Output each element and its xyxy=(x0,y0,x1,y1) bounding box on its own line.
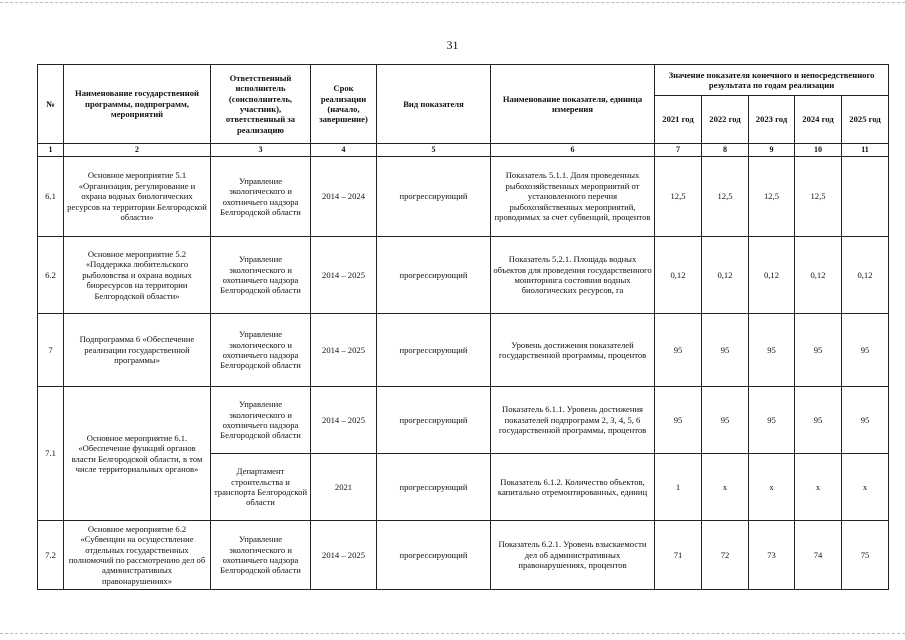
header-term: Срок реализации (начало, завершение) xyxy=(311,65,377,144)
header-year-2021: 2021 год xyxy=(655,96,702,144)
value-cell: 75 xyxy=(842,521,889,590)
scan-edge-bottom xyxy=(0,633,905,634)
row-name: Основное мероприятие 6.2 «Субвенции на осуществление отдельных государственных полномочий по рассмотрению дел об административных правонарушениях» xyxy=(64,521,211,590)
col-number: 5 xyxy=(377,144,491,157)
row-num: 6.2 xyxy=(38,237,64,314)
col-number: 7 xyxy=(655,144,702,157)
page-number: 31 xyxy=(446,38,459,52)
value-cell: 95 xyxy=(655,314,702,387)
row-type: прогрессирующий xyxy=(377,314,491,387)
row-type: прогрессирующий xyxy=(377,387,491,454)
row-num: 6.1 xyxy=(38,157,64,237)
row-term: 2014 – 2024 xyxy=(311,157,377,237)
header-num: № xyxy=(38,65,64,144)
value-cell: 71 xyxy=(655,521,702,590)
header-year-2024: 2024 год xyxy=(795,96,842,144)
header-indicator-name: Наименование показателя, единица измерения xyxy=(491,65,655,144)
col-number: 8 xyxy=(702,144,749,157)
row-indicator: Показатель 5.2.1. Площадь водных объектов для проведения государственного мониторинга состояния водных биологических ресурсов, га xyxy=(491,237,655,314)
value-cell: 95 xyxy=(795,314,842,387)
header-name: Наименование государственной программы, подпрограмм, мероприятий xyxy=(64,65,211,144)
col-number: 10 xyxy=(795,144,842,157)
row-type: прогрессирующий xyxy=(377,454,491,521)
row-term: 2021 xyxy=(311,454,377,521)
table-row xyxy=(38,314,889,387)
header-row xyxy=(38,65,889,96)
row-indicator: Показатель 6.1.1. Уровень достижения показателей подпрограмм 2, 3, 4, 5, 6 государственной программы, процентов xyxy=(491,387,655,454)
header-indicator-type: Вид показателя xyxy=(377,65,491,144)
value-cell: 0,12 xyxy=(795,237,842,314)
value-cell: 95 xyxy=(749,387,795,454)
value-cell: 0,12 xyxy=(842,237,889,314)
row-indicator: Показатель 6.1.2. Количество объектов, капитально отремонтированных, единиц xyxy=(491,454,655,521)
value-cell: х xyxy=(842,454,889,521)
scan-edge-top xyxy=(0,2,905,3)
row-responsible: Управление экологического и охотничьего надзора Белгородской области xyxy=(211,387,311,454)
table-row xyxy=(38,157,889,237)
row-num: 7 xyxy=(38,314,64,387)
value-cell: 74 xyxy=(795,521,842,590)
value-cell xyxy=(842,157,889,237)
column-number-row xyxy=(38,144,889,157)
value-cell: 12,5 xyxy=(749,157,795,237)
row-name: Подпрограмма 6 «Обеспечение реализации государственной программы» xyxy=(64,314,211,387)
col-number: 9 xyxy=(749,144,795,157)
row-indicator: Показатель 5.1.1. Доля проведенных рыбохозяйственных мероприятий от установленного перечня рыбохозяйственных мероприятий, проводимых за счет субвенций, процентов xyxy=(491,157,655,237)
value-cell: 12,5 xyxy=(795,157,842,237)
row-indicator: Показатель 6.2.1. Уровень взыскаемости дел об административных правонарушениях, процентов xyxy=(491,521,655,590)
value-cell: 95 xyxy=(795,387,842,454)
value-cell: 72 xyxy=(702,521,749,590)
row-responsible: Управление экологического и охотничьего надзора Белгородской области xyxy=(211,157,311,237)
row-term: 2014 – 2025 xyxy=(311,521,377,590)
value-cell: 95 xyxy=(842,387,889,454)
value-cell: 95 xyxy=(749,314,795,387)
value-cell: х xyxy=(702,454,749,521)
header-responsible: Ответственный исполнитель (соисполнитель, участник), ответственный за реализацию xyxy=(211,65,311,144)
value-cell: х xyxy=(795,454,842,521)
table-row xyxy=(38,387,889,454)
value-cell: 0,12 xyxy=(702,237,749,314)
value-cell: 95 xyxy=(702,387,749,454)
row-name: Основное мероприятие 6.1. «Обеспечение функций органов власти Белгородской области, в том числе территориальных органов» xyxy=(64,387,211,521)
row-indicator: Уровень достижения показателей государственной программы, процентов xyxy=(491,314,655,387)
table-row xyxy=(38,237,889,314)
row-name: Основное мероприятие 5.1 «Организация, регулирование и охрана водных биологических ресурсов на территории Белгородской области» xyxy=(64,157,211,237)
value-cell: 95 xyxy=(655,387,702,454)
row-term: 2014 – 2025 xyxy=(311,314,377,387)
row-responsible: Управление экологического и охотничьего надзора Белгородской области xyxy=(211,521,311,590)
indicators-table xyxy=(37,64,889,590)
row-num: 7.1 xyxy=(38,387,64,521)
col-number: 11 xyxy=(842,144,889,157)
row-responsible: Управление экологического и охотничьего надзора Белгородской области xyxy=(211,314,311,387)
value-cell: 73 xyxy=(749,521,795,590)
row-responsible: Департамент строительства и транспорта Белгородской области xyxy=(211,454,311,521)
value-cell: 12,5 xyxy=(702,157,749,237)
value-cell: 95 xyxy=(842,314,889,387)
row-num: 7.2 xyxy=(38,521,64,590)
col-number: 2 xyxy=(64,144,211,157)
row-term: 2014 – 2025 xyxy=(311,237,377,314)
row-type: прогрессирующий xyxy=(377,521,491,590)
col-number: 3 xyxy=(211,144,311,157)
header-year-2025: 2025 год xyxy=(842,96,889,144)
value-cell: 95 xyxy=(702,314,749,387)
header-year-2023: 2023 год xyxy=(749,96,795,144)
col-number: 6 xyxy=(491,144,655,157)
table-row xyxy=(38,521,889,590)
row-responsible: Управление экологического и охотничьего надзора Белгородской области xyxy=(211,237,311,314)
value-cell: 1 xyxy=(655,454,702,521)
col-number: 1 xyxy=(38,144,64,157)
value-cell: х xyxy=(749,454,795,521)
value-cell: 12,5 xyxy=(655,157,702,237)
header-year-2022: 2022 год xyxy=(702,96,749,144)
row-type: прогрессирующий xyxy=(377,157,491,237)
row-term: 2014 – 2025 xyxy=(311,387,377,454)
value-cell: 0,12 xyxy=(655,237,702,314)
row-name: Основное мероприятие 5.2 «Поддержка любительского рыболовства и охрана водных биоресурсов на территории Белгородской области» xyxy=(64,237,211,314)
row-type: прогрессирующий xyxy=(377,237,491,314)
header-value-group: Значение показателя конечного и непосредственного результата по годам реализации xyxy=(655,65,889,96)
col-number: 4 xyxy=(311,144,377,157)
value-cell: 0,12 xyxy=(749,237,795,314)
